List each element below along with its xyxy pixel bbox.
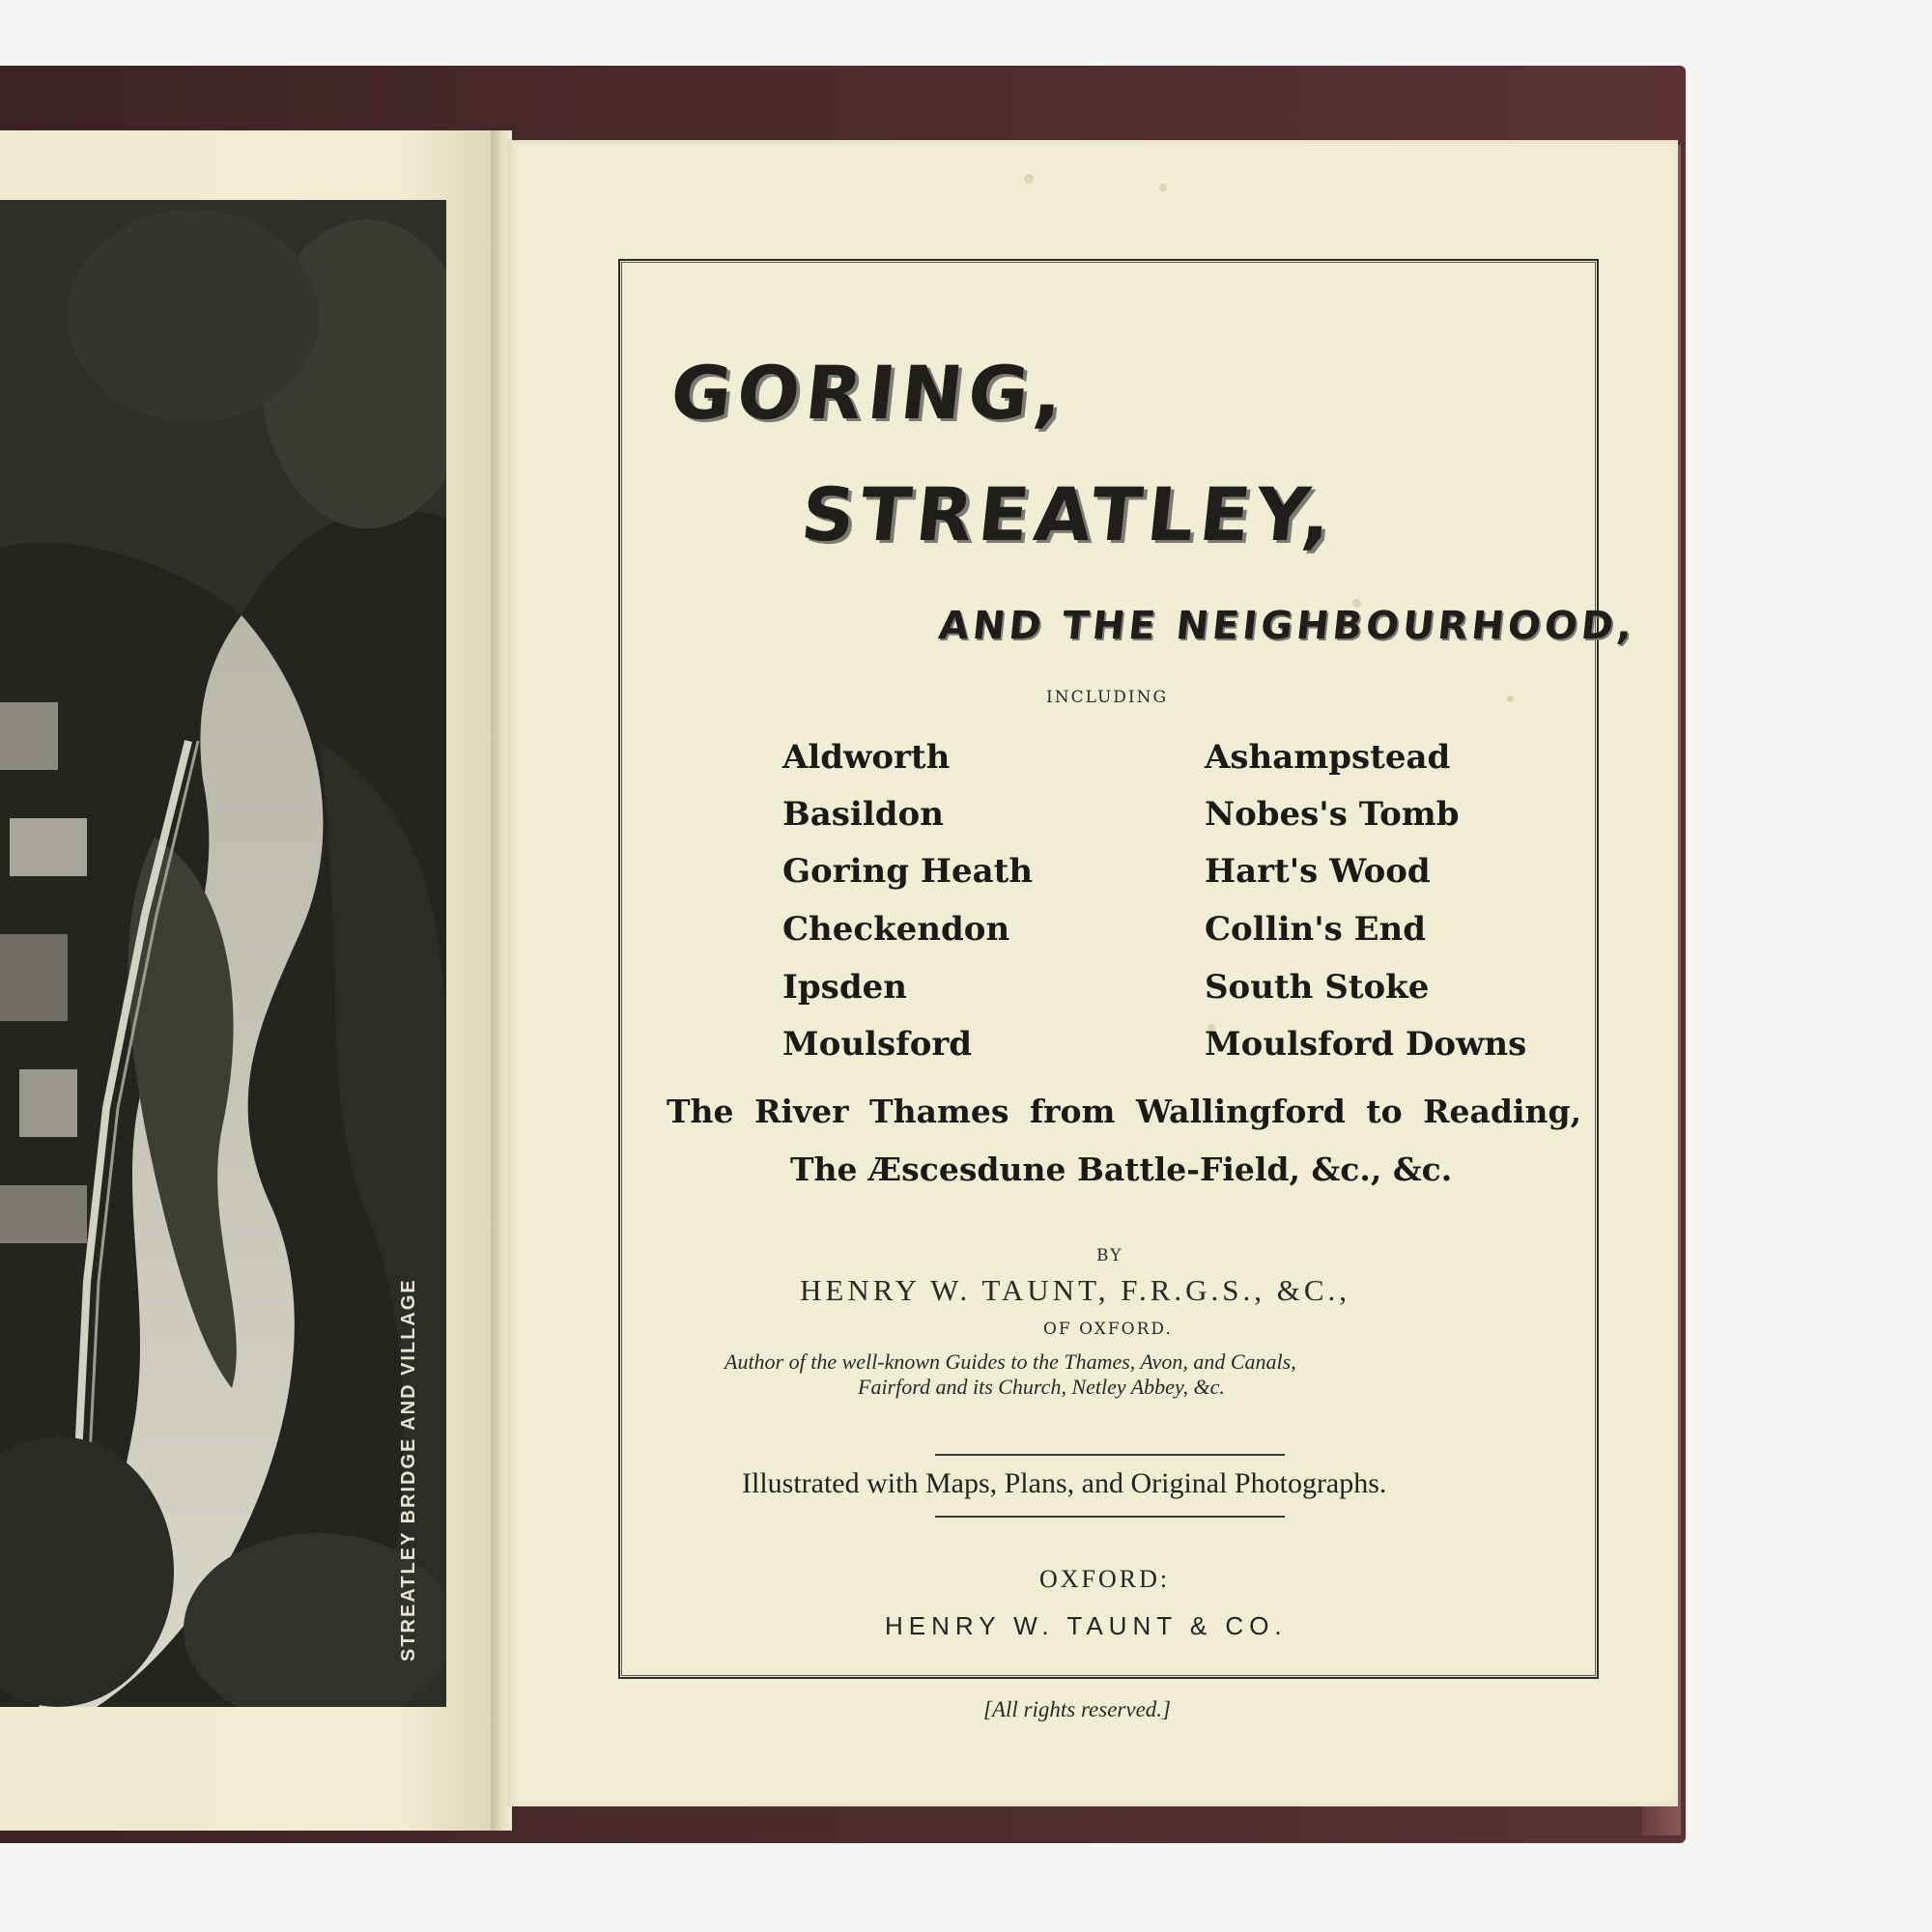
place-right: Ashampstead bbox=[1205, 738, 1451, 777]
foxing-spot bbox=[1159, 184, 1167, 191]
place-right: Moulsford Downs bbox=[1205, 1025, 1527, 1064]
battle-line: The Æscesdune Battle-Field, &c., &c. bbox=[790, 1151, 1453, 1188]
river-line: The River Thames from Wallingford to Reading, bbox=[667, 1093, 1582, 1130]
author-name: HENRY W. TAUNT, F.R.G.S., &C., bbox=[800, 1273, 1351, 1307]
place-right: Hart's Wood bbox=[1205, 852, 1431, 891]
of-oxford: OF OXFORD. bbox=[1043, 1320, 1173, 1339]
place-left: Aldworth bbox=[782, 738, 951, 777]
rule-top bbox=[935, 1454, 1285, 1456]
rule-bottom bbox=[935, 1516, 1285, 1518]
illustrated-line: Illustrated with Maps, Plans, and Original Photographs. bbox=[742, 1467, 1387, 1499]
place-left: Basildon bbox=[782, 795, 944, 834]
publisher-name: HENRY W. TAUNT & CO. bbox=[885, 1611, 1288, 1640]
frontispiece-photo bbox=[0, 200, 446, 1707]
place-right: Nobes's Tomb bbox=[1205, 795, 1460, 834]
place-left: Ipsden bbox=[782, 968, 907, 1007]
place-left: Moulsford bbox=[782, 1025, 973, 1064]
title-line-1: GORING, bbox=[667, 350, 1073, 436]
foxing-spot bbox=[1024, 174, 1034, 184]
place-left: Goring Heath bbox=[782, 852, 1034, 891]
place-left: Checkendon bbox=[782, 910, 1010, 949]
title-line-2: STREATLEY, bbox=[797, 471, 1342, 557]
title-line-3: AND THE NEIGHBOURHOOD, bbox=[936, 604, 1638, 648]
photo-caption: STREATLEY BRIDGE AND VILLAGE bbox=[398, 1278, 419, 1662]
place-right: Collin's End bbox=[1205, 910, 1427, 949]
including-label: INCLUDING bbox=[1046, 688, 1169, 707]
author-note-1: Author of the well-known Guides to the Thames, Avon, and Canals, bbox=[724, 1350, 1296, 1374]
imprint-city: OXFORD: bbox=[1039, 1565, 1171, 1593]
by-label: BY bbox=[1096, 1246, 1123, 1265]
rights-notice: [All rights reserved.] bbox=[983, 1697, 1171, 1721]
author-note-2: Fairford and its Church, Netley Abbey, &c. bbox=[858, 1375, 1225, 1399]
place-right: South Stoke bbox=[1205, 968, 1430, 1007]
